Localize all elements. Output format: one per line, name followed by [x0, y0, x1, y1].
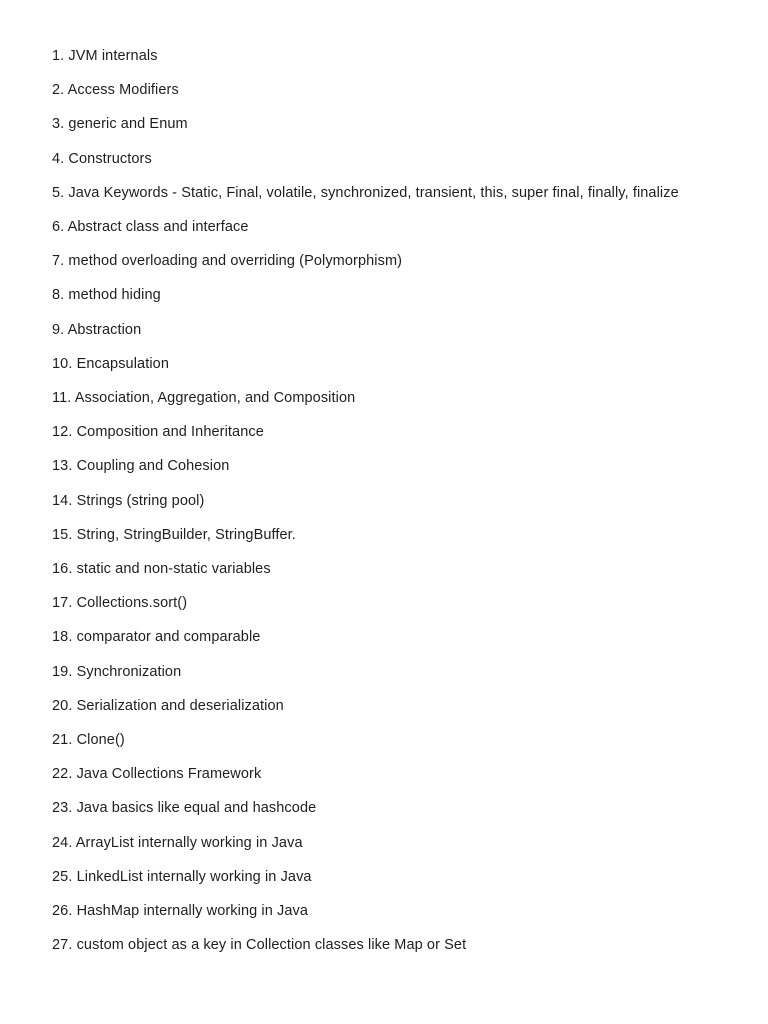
list-item: 1. JVM internals — [52, 48, 158, 64]
list-item: 2. Access Modifiers — [52, 82, 179, 99]
list-item: 18. comparator and comparable — [52, 629, 261, 646]
list-item: 16. static and non-static variables — [52, 561, 271, 578]
list-item: 6. Abstract class and interface — [52, 219, 249, 236]
list-item: 10. Encapsulation — [52, 355, 169, 372]
list-item: 8. method hiding — [52, 287, 161, 304]
list-item: 23. Java basics like equal and hashcode — [52, 800, 317, 817]
list-item: 20. Serialization and deserialization — [52, 697, 284, 714]
list-item: 21. Clone() — [52, 732, 125, 749]
list-item: 15. String, StringBuilder, StringBuffer. — [52, 526, 296, 543]
list-item: 14. Strings (string pool) — [52, 492, 205, 509]
list-item: 22. Java Collections Framework — [52, 766, 262, 783]
list-item: 3. generic and Enum — [52, 116, 188, 133]
list-item: 27. custom object as a key in Collection classes like Map or Set — [52, 937, 467, 954]
list-item: 19. Synchronization — [52, 663, 182, 680]
list-item: 11. Association, Aggregation, and Composition — [52, 390, 356, 407]
list-item: 25. LinkedList internally working in Java — [52, 868, 312, 885]
list-item: 17. Collections.sort() — [52, 595, 188, 612]
list-item: 7. method overloading and overriding (Polymorphism) — [52, 253, 403, 270]
list-item: 5. Java Keywords - Static, Final, volatile, synchronized, transient, this, super final, finally, finalize — [52, 184, 679, 201]
list-item: 13. Coupling and Cohesion — [52, 458, 230, 475]
topics-list — [52, 39, 748, 962]
list-item: 12. Composition and Inheritance — [52, 424, 264, 441]
list-item: 26. HashMap internally working in Java — [52, 903, 309, 920]
list-item: 24. ArrayList internally working in Java — [52, 834, 303, 851]
list-item: 4. Constructors — [52, 150, 152, 167]
list-item: 9. Abstraction — [52, 321, 142, 338]
